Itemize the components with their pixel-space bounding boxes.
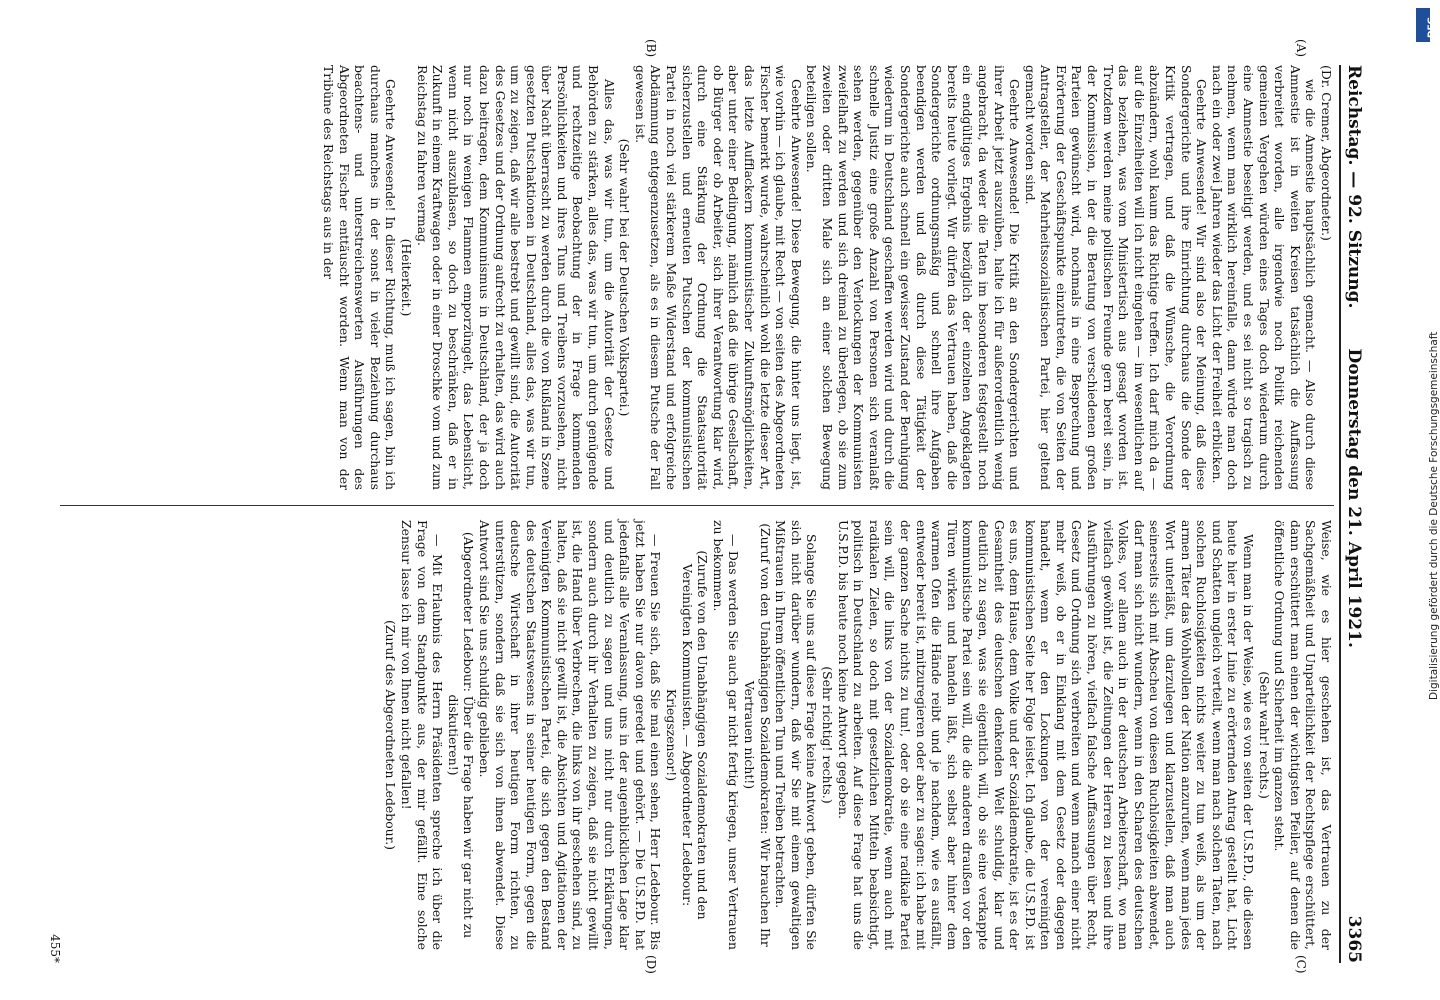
interjection: (Sehr richtig! rechts.) xyxy=(820,666,835,804)
header-session: Reichstag. — 92. Sitzung. xyxy=(1344,65,1364,309)
column-divider xyxy=(60,505,1334,506)
credit-text: Digitalisierung gefördert durch die Deutsche Forschungsgemeinschaft xyxy=(1428,331,1440,700)
paragraph: Geehrte Anwesende! Wir sind also der Meinung, daß diese Sondergerichte und ihre Einrichtung durchaus die Sonde der Kritik vertragen, und daß die Wünsche, die Verordnung abzuändern, wohl kaum das Richtige treffen. Ich darf mich da — auf die Einzelheiten will ich nicht eingehen — im wesentlichen auf das beziehen, was vom Ministertisch aus gesagt worden ist. Trotzdem werden meine politischen Freunde gern bereit sein, in der Kommission, in der die Beratung von verschiedenen großen Parteien gewünscht wird, nochmals in eine Besprechung und Erörterung der Geschäftspunkte einzutreten, die von Seiten der Antragsteller, der Mehrheitssozialistischen Partei, hier geltend gemacht worden sind. xyxy=(1022,65,1210,490)
margin-marker-d: (D) xyxy=(644,955,658,974)
paragraph: Weise, wie es hier geschehen ist, das Vertrauen zu der Sachgemäßheit und Unparteilichkeit der Rechtspflege erschüttert, dann erschüttert man einen der wichtigsten Pfeiler, auf denen die öffentliche Ordnung und Sicherheit im ganzen steht. xyxy=(1272,520,1334,950)
paragraph: — Mit Erlaubnis des Herrn Präsidenten spreche ich über die Frage von dem Standpunkte aus, der mir gefällt. Eine solche Zensur lasse ich mir von Ihnen nicht gefallen! xyxy=(398,520,446,950)
paragraph: Geehrte Anwesende! Diese Bewegung, die hinter uns liegt, ist, wie vorhin — ich glaube, mit Recht — von seiten des Abgeordneten Fischer bemerkt wurde, wahrscheinlich wohl die letzte dieser Art, das letzte Aufflackern kommunistischer Zukunftsmöglichkeiten, aber unter einer Bedingung, nämlich daß die übrige Gesellschaft, ob Bürger oder ob Arbeiter, sich ihrer Verantwortung klar wird, durch eine Stärkung der Ordnung die Staatsautorität sicherzustellen und erneuten Putschen der kommunistischen Partei in noch viel stärkerem Maße Widerstand und erfolgreiche Abdämmung entgegenzusetzen, als es in diesem Putsche der Fall gewesen ist. xyxy=(632,65,804,490)
paragraph: Alles das, was wir tun, um die Autorität der Gesetze und Behörden zu stärken, alles das, was wir tun, um durch genügende und rechtzeitige Beobachtung der in Frage kommenden Persönlichkeiten und ihres Tuns und Treibens vorzusehen, nicht über Nacht überrascht zu werden durch die von Rußland in Szene gesetzten Putschaktionen in Deutschland, alles das, was wir tun, um zu zeigen, daß wir alle bestrebt und gewillt sind, die Autorität des Gesetzes und der Ordnung aufrecht zu erhalten, das wird auch dazu beitragen, dem Kommunismus in Deutschland, der ja doch nur noch in wenigen Flammen emporzüngelt, das Lebenslicht, wenn nicht auszublasen, so doch zu beschränken, daß er in Zukunft in einem Kraftwagen oder in einer Droschke vom und zum Reichstag zu fahren vermag. xyxy=(414,65,617,490)
paragraph: Geehrte Anwesende! In dieser Richtung, muß ich sagen, bin ich durchaus manches in der sonst in vieler Beziehung durchaus beachtens- und unterstreichenswerten Ausführungen des Abgeordneten Fischer enttäuscht worden. Wenn man von der Tribüne des Reichstags aus in der xyxy=(321,65,399,490)
interjection: (Zuruf von den Unabhängigen Sozialdemokraten: Wir brauchen Ihr Vertrauen nicht!) xyxy=(742,523,773,947)
interjection: (Sehr wahr! bei der Deutschen Volkspartei.) xyxy=(617,138,633,417)
paragraph: — Freuen Sie sich, daß Sie mal einen sehen, Herr Ledebour. Bis jetzt haben Sie nur davon geredet und gehört. — Die U.S.P.D. hat jedenfalls alle Veranlassung, uns in der augenblicklichen Lage klar und deutlich zu sagen und uns nicht nur durch Erklärungen, sondern auch durch ihr Verhalten zu zeigen, daß sie nicht gewillt ist, die Hand über Verbrechen, die links von ihr geschehen sind, zu halten, daß sie nicht gewillt ist, die Absichten und Agitationen der Vereinigten Kommunistischen Partei, die sich gegen den Bestand des deutschen Staatswesens in seiner heutigen Form, gegen die deutsche Wirtschaft in ihrer heutigen Form richten, zu unterstützen, sondern daß sie sich von ihnen abwendet. Diese Antwort sind Sie uns schuldig geblieben. xyxy=(476,520,664,950)
interjection: (Abgeordneter Ledebour: Über die Frage haben wir gar nicht zu diskutieren!) xyxy=(445,531,477,939)
page-upright xyxy=(48,25,1378,983)
paragraph: Wenn man in der Weise, wie es von seiten der U.S.P.D., die diesen heute hier in erster Linie zu erörternden Antrag gestellt hat, Licht und Schatten ungleich verteilt, wenn man nach solchen Taten, nach solchen Ruchlosigkeiten nichts weiter zu tun weiß, als um der armen Täter das Wohlwollen der Nation anzurufen, wenn man jedes Wort unterläßt, um darzulegen und klarzustellen, daß man auch seinerseits sich mit Abscheu von diesen Ruchlosigkeiten abwendet, darf man sich nicht wundern, wenn in den Scharen des deutschen Volkes, vor allem auch in der deutschen Arbeiterschaft, wo man vielfach gewöhnt ist, die Zeitungen der Herren zu lesen und ihre Ausführungen zu hören, vielfach falsche Auffassungen über Recht, Gesetz und Ordnung sich verbreiten und wenn manch einer nicht mehr weiß, ob er in Einklang mit dem Gesetz oder dagegen handelt, wenn er den Lockungen von der vereinigten kommunistischen Seite her Folge leistet. Ich glaube, die U.S.P.D. ist es uns, dem Hause, dem Volke und der Sozialdemokratie, ist es der Gesamtheit des deutschen denkenden Welt schuldig, klar und deutlich zu sagen, was sie eigentlich will, ob sie eine verkappte kommunistische Partei sein will, die die anderen draußen vor den Türen wirken und handeln läßt, sich selbst aber hinter dem warmen Ofen die Hände reibt und je nachdem, wie es ausfällt, entweder bereit ist, mitzuregieren oder aber zu sagen: ich habe mit der ganzen Sache nichts zu tun!, oder ob sie eine radikale Partei sein will, die links von der Sozialdemokratie, wenn auch mit radikalen Zielen, so doch mit gesetzlichen Mitteln beabsichtigt, politisch in Deutschland zu arbeiten. Auf diese Frage hat uns die U.S.P.D. bis heute noch keine Antwort gegeben. xyxy=(835,520,1257,950)
paragraph: Solange Sie uns auf diese Frage keine Antwort geben, dürfen Sie sich nicht darüber wundern, daß wir Sie mit einem gewaltigen Mißtrauen in Ihrem öffentlichen Tun und Treiben betrachten. xyxy=(773,520,820,950)
page-scan xyxy=(48,25,1378,983)
margin-marker-a: (A) xyxy=(1294,39,1308,58)
paragraph: — Das werden Sie auch gar nicht fertig kriegen, unser Vertrauen zu bekommen. xyxy=(710,520,742,950)
interjection: (Zuruf des Abgeordneten Ledebour.) xyxy=(383,620,399,850)
header-page-number: 3365 xyxy=(1344,915,1364,963)
interjection: (Zurufe von den Unabhängigen Sozialdemokraten und den Vereinigten Kommunisten. — Abgeordneter Ledebour: Kriegszensor!) xyxy=(664,550,711,920)
left-column xyxy=(58,65,1334,490)
paragraph: wie die Amnestie hauptsächlich gemacht. — Also durch diese Amnestie ist in weiten Kreisen tatsächlich die Auffassung verbreitet worden, alle irgendwie noch Politik reichenden gemeinen Vergehen würden eines Tages doch wiederum durch eine Amnestie beseitigt werden, und es sei nicht so tragisch zu nehmen, wenn man wirklich hereinfalle, dann würde man doch nach ein oder zwei Jahren wieder das Licht der Freiheit erblicken. xyxy=(1209,65,1319,490)
margin-marker-c: (C) xyxy=(1294,955,1308,974)
right-column xyxy=(58,520,1334,950)
header-date: Donnerstag den 21. April 1921. xyxy=(1344,348,1364,648)
paragraph: (Dr. Cremer, Abgeordneter.) xyxy=(1319,65,1334,241)
dfg-logo-text: DFG xyxy=(1427,16,1437,38)
paragraph: Geehrte Anwesende! Die Kritik an den Sondergerichten und ihrer Arbeit jetzt auszuüben, halte ich für außerordentlich wenig angebracht, da weder die Taten im besonderen festgestellt noch ein endgültiges Ergebnis bezüglich der einzelnen Angeklagten bereits heute vorliegt. Wir dürfen das Vertrauen haben, daß die Sondergerichte ordnungsmäßig und schnell ihre Aufgaben beendigen werden und daß durch diese Tätigkeit der Sondergerichte auch schnell ein gewisser Zustand der Beruhigung wiederum in Deutschland geschaffen werden wird und durch die schnelle Justiz eine große Anzahl von Personen sich veranlaßt sehen werden, gegenüber den Verlockungen der Kommunisten zweifelhaft zu werden und sich dreimal zu überlegen, ob sie zum zweiten oder dritten Male sich an einer solchen Bewegung beteiligen sollen. xyxy=(804,65,1023,490)
page-header xyxy=(1339,65,1378,963)
interjection: (Heiterkeit.) xyxy=(398,238,414,317)
margin-marker-b: (B) xyxy=(644,39,658,58)
interjection: (Sehr wahr! rechts.) xyxy=(1256,671,1272,799)
dfg-logo xyxy=(1416,8,1437,42)
sheet-number: 455* xyxy=(48,934,62,963)
